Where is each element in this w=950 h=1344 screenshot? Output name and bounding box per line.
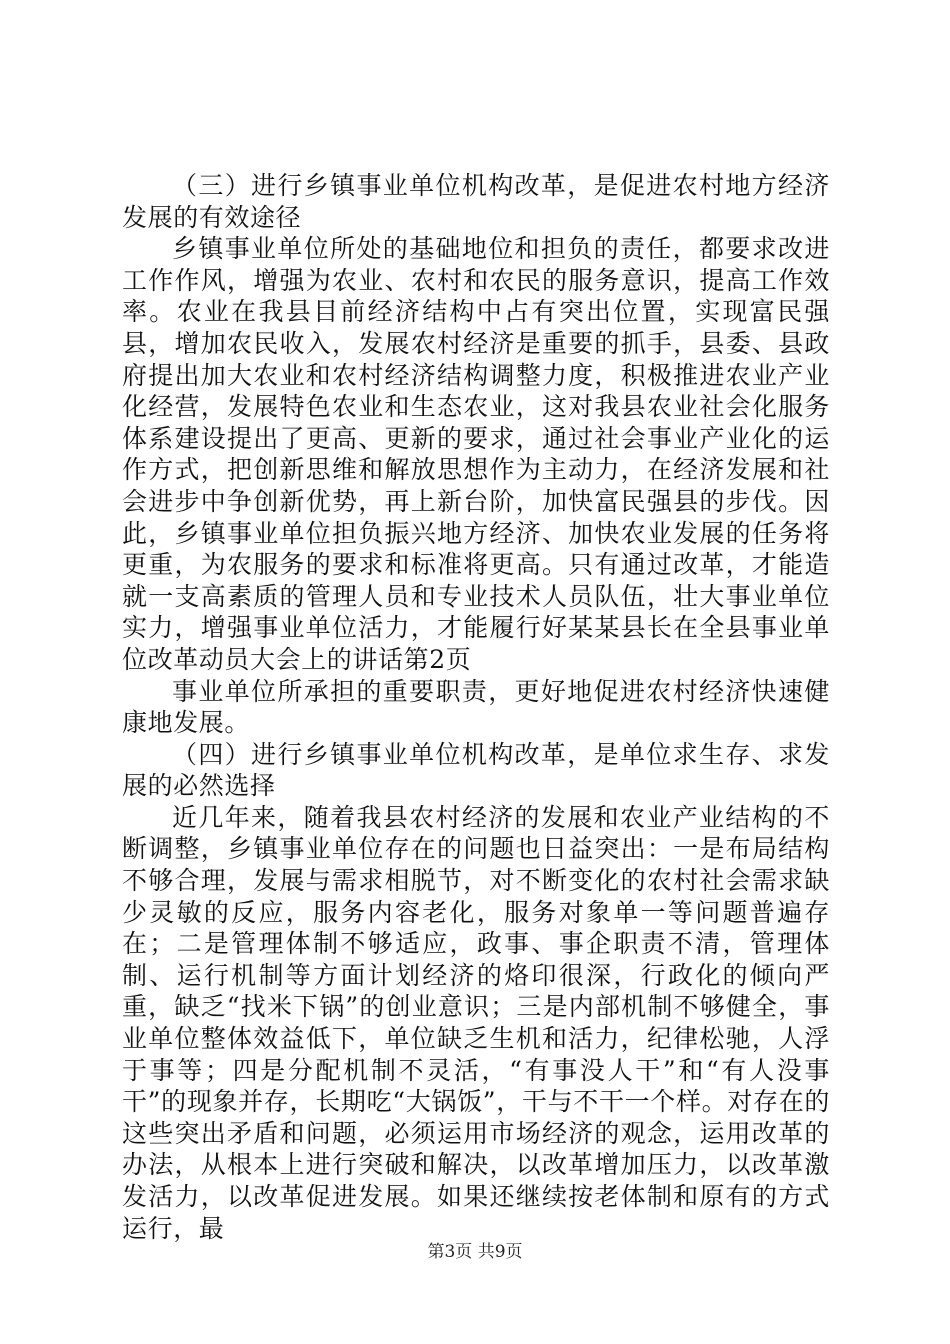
body-paragraph: 近几年来，随着我县农村经济的发展和农业产业结构的不断调整，乡镇事业单位存在的问题也日益突出：一是布局结构不够合理，发展与需求相脱节，对不断变化的农村社会需求缺少灵敏的反应，服务内容老化，服务对象单一等问题普遍存在；二是管理体制不够适应，政事、事企职责不清，管理体制、运行机制等方面计划经济的烙印很深，行政化的倾向严重，缺乏“找米下锅”的创业意识；三是内部机制不够健全，事业单位整体效益低下，单位缺乏生机和活力，纪律松驰，人浮于事等；四是分配机制不灵活，“有事没人干”和“有人没事干”的现象并存，长期吃“大锅饭”，干与不干一个样。对存在的这些突出矛盾和问题，必须运用市场经济的观念，运用改革的办法，从根本上进行突破和解决，以改革增加压力，以改革激发活力，以改革促进发展。如果还继续按老体制和原有的方式运行，最 xyxy=(122,802,830,1243)
section-heading-three: （三）进行乡镇事业单位机构改革，是促进农村地方经济发展的有效途径 xyxy=(122,171,830,232)
page-number-footer: 第3页 共9页 xyxy=(427,1242,523,1262)
body-paragraph: 乡镇事业单位所处的基础地位和担负的责任，都要求改进工作作风，增强为农业、农村和农民的服务意识，提高工作效率。农业在我县目前经济结构中占有突出位置，实现富民强县，增加农民收入，发展农村经济是重要的抓手，县委、县政府提出加大农业和农村经济结构调整力度，积极推进农业产业化经营，发展特色农业和生态农业，这对我县农业社会化服务体系建设提出了更高、更新的要求，通过社会事业产业化的运作方式，把创新思维和解放思想作为主动力，在经济发展和社会进步中争创新优势，再上新台阶，加快富民强县的步伐。因此，乡镇事业单位担负振兴地方经济、加快农业发展的任务将更重，为农服务的要求和标准将更高。只有通过改革，才能造就一支高素质的管理人员和专业技术人员队伍，壮大事业单位实力，增强事业单位活力，才能履行好某某县长在全县事业单位改革动员大会上的讲话第2页 xyxy=(122,234,830,674)
document-body xyxy=(122,170,830,1244)
body-paragraph: 事业单位所承担的重要职责，更好地促进农村经济快速健康地发展。 xyxy=(122,676,830,738)
section-heading-four: （四）进行乡镇事业单位机构改革，是单位求生存、求发展的必然选择 xyxy=(122,739,830,801)
